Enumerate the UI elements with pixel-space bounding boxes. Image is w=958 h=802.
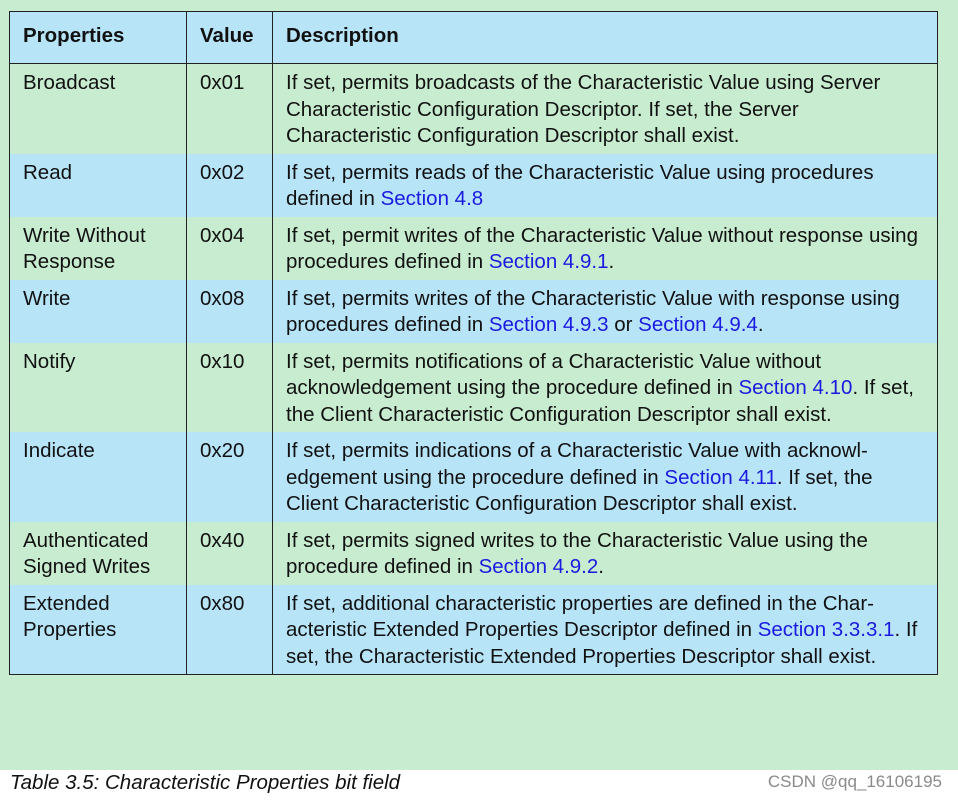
value-cell: 0x40 [187, 522, 273, 585]
property-cell: Indicate [10, 432, 187, 522]
header-properties: Properties [10, 12, 187, 64]
section-link[interactable]: Section 4.9.1 [488, 250, 609, 273]
description-cell [273, 585, 938, 675]
value-cell: 0x04 [187, 217, 273, 280]
section-link[interactable]: Section 4.11 [664, 465, 777, 489]
value-cell: 0x02 [187, 154, 273, 217]
section-link[interactable]: Section 4.9.4 [638, 313, 758, 336]
description-cell [273, 432, 938, 522]
table-body [10, 64, 938, 675]
property-cell: Notify [10, 343, 187, 433]
description-text: . [608, 250, 615, 273]
description-text: . [757, 313, 764, 336]
characteristic-properties-table [9, 11, 938, 675]
table-row [10, 585, 938, 675]
description-text: If set, permits reads of the Characteristic Value using procedures defined in [286, 160, 874, 210]
table-row [10, 432, 938, 522]
watermark: CSDN @qq_16106195 [767, 772, 942, 791]
table-caption: Table 3.5: Characteristic Properties bit field [10, 771, 401, 794]
value-cell: 0x20 [187, 432, 273, 522]
value-cell: 0x10 [187, 343, 273, 433]
description-text: If set, permits signed writes to the Characteristic Value using the procedure defined in [286, 528, 868, 578]
description-text: If set, permits writes of the Characteristic Value with response using procedures defined in [286, 286, 900, 336]
description-cell [273, 280, 938, 343]
description-text: If set, permits indications of a Characteristic Value with acknowl-edgement using the procedure defined in [286, 439, 868, 489]
property-cell: Write Without Response [10, 217, 187, 280]
property-cell: Read [10, 154, 187, 217]
description-cell [273, 343, 938, 433]
description-text: If set, permits notifications of a Characteristic Value without acknowledgement using the procedure defined in [286, 349, 822, 399]
section-link[interactable]: Section 4.9.3 [488, 313, 609, 336]
table-row [10, 217, 938, 280]
table-row [10, 280, 938, 343]
table-row [10, 522, 938, 585]
section-link[interactable]: Section 4.8 [380, 187, 484, 210]
value-cell: 0x80 [187, 585, 273, 675]
header-description: Description [273, 12, 938, 64]
table-row [10, 64, 938, 154]
table-row [10, 343, 938, 433]
description-text: If set, additional characteristic properties are defined in the Char-acteristic Extended Properties Descriptor defined in [286, 591, 874, 641]
header-value: Value [187, 12, 273, 64]
table-header-row [10, 12, 938, 64]
table-row [10, 154, 938, 217]
value-cell: 0x08 [187, 280, 273, 343]
property-cell: Broadcast [10, 64, 187, 154]
description-cell [273, 64, 938, 154]
description-cell [273, 154, 938, 217]
description-text: . If set, the Characteristic Extended Properties Descriptor shall exist. [286, 618, 918, 668]
description-text: . [598, 555, 604, 578]
property-cell: Authenticated Signed Writes [10, 522, 187, 585]
value-cell: 0x01 [187, 64, 273, 154]
property-cell: Write [10, 280, 187, 343]
section-link[interactable]: Section 4.9.2 [478, 555, 599, 578]
section-link[interactable]: Section 3.3.3.1 [757, 618, 895, 641]
description-text: . If set, the Client Characteristic Configuration Descriptor shall exist. [286, 465, 873, 515]
description-text: or [608, 313, 639, 336]
description-cell [273, 217, 938, 280]
description-text: If set, permit writes of the Characteristic Value without response using procedures defined in [286, 223, 918, 273]
description-text: . If set, the Client Characteristic Configuration Descriptor shall exist. [286, 376, 914, 426]
section-link[interactable]: Section 4.10 [738, 376, 853, 399]
description-text: If set, permits broadcasts of the Characteristic Value using Server Characteristic Configuration Descriptor. If set, the Server Characteristic Configuration Descriptor shall exist. [286, 71, 881, 147]
description-cell [273, 522, 938, 585]
property-cell: Extended Properties [10, 585, 187, 675]
